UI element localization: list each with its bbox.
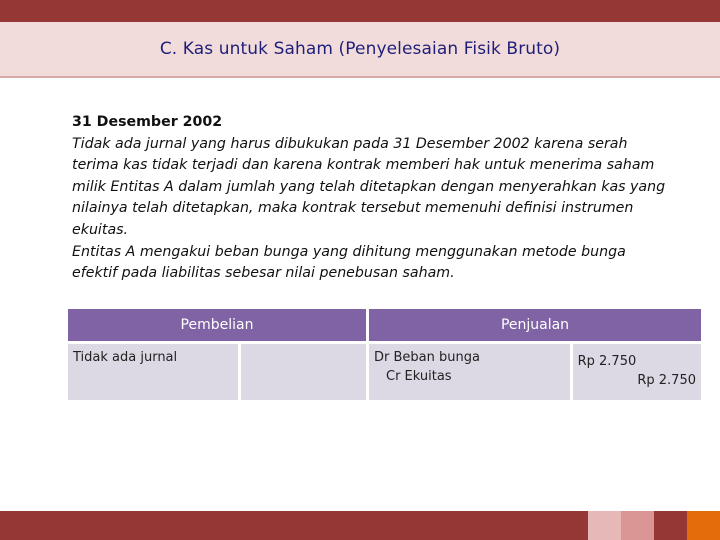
pembelian-amount	[241, 344, 366, 400]
penjualan-entry	[369, 344, 570, 400]
table-header-row	[68, 309, 701, 341]
journal-table	[65, 306, 704, 403]
title-band	[0, 22, 720, 78]
header-penjualan: Penjualan	[369, 309, 701, 341]
swatch-maroon	[654, 511, 687, 540]
header-pembelian: Pembelian	[68, 309, 366, 341]
debit-amount: Rp 2.750	[577, 354, 637, 369]
paragraph-1: Tidak ada jurnal yang harus dibukukan pada 31 Desember 2002 karena serah terima kas tidak terjadi dan karena kontrak memberi hak untuk menerima saham milik Entitas A dalam jumlah yang telah ditetapkan dengan menyerahkan kas yang nilainya telah ditetapkan, maka kontrak tersebut memenuhi definisi instrumen ekuitas.	[72, 135, 666, 238]
body-text	[72, 112, 672, 285]
pembelian-entry-text: Tidak ada jurnal	[73, 350, 178, 365]
date-heading: 31 Desember 2002	[72, 114, 223, 130]
paragraph-2: Entitas A mengakui beban bunga yang dihitung menggunakan metode bunga efektif pada liabilitas sebesar nilai penebusan saham.	[72, 243, 626, 282]
swatch-orange	[687, 511, 720, 540]
table-row	[68, 344, 701, 400]
swatch-pink	[621, 511, 654, 540]
debit-account: Dr Beban bunga	[374, 350, 480, 365]
penjualan-amount	[573, 344, 701, 400]
pembelian-entry	[68, 344, 238, 400]
bottom-accent-bar	[0, 511, 720, 540]
credit-amount: Rp 2.750	[637, 373, 696, 388]
swatch-light-pink	[588, 511, 621, 540]
slide-title: C. Kas untuk Saham (Penyelesaian Fisik Bruto)	[159, 39, 561, 59]
top-accent-bar	[0, 0, 720, 22]
credit-account: Cr Ekuitas	[386, 369, 452, 384]
